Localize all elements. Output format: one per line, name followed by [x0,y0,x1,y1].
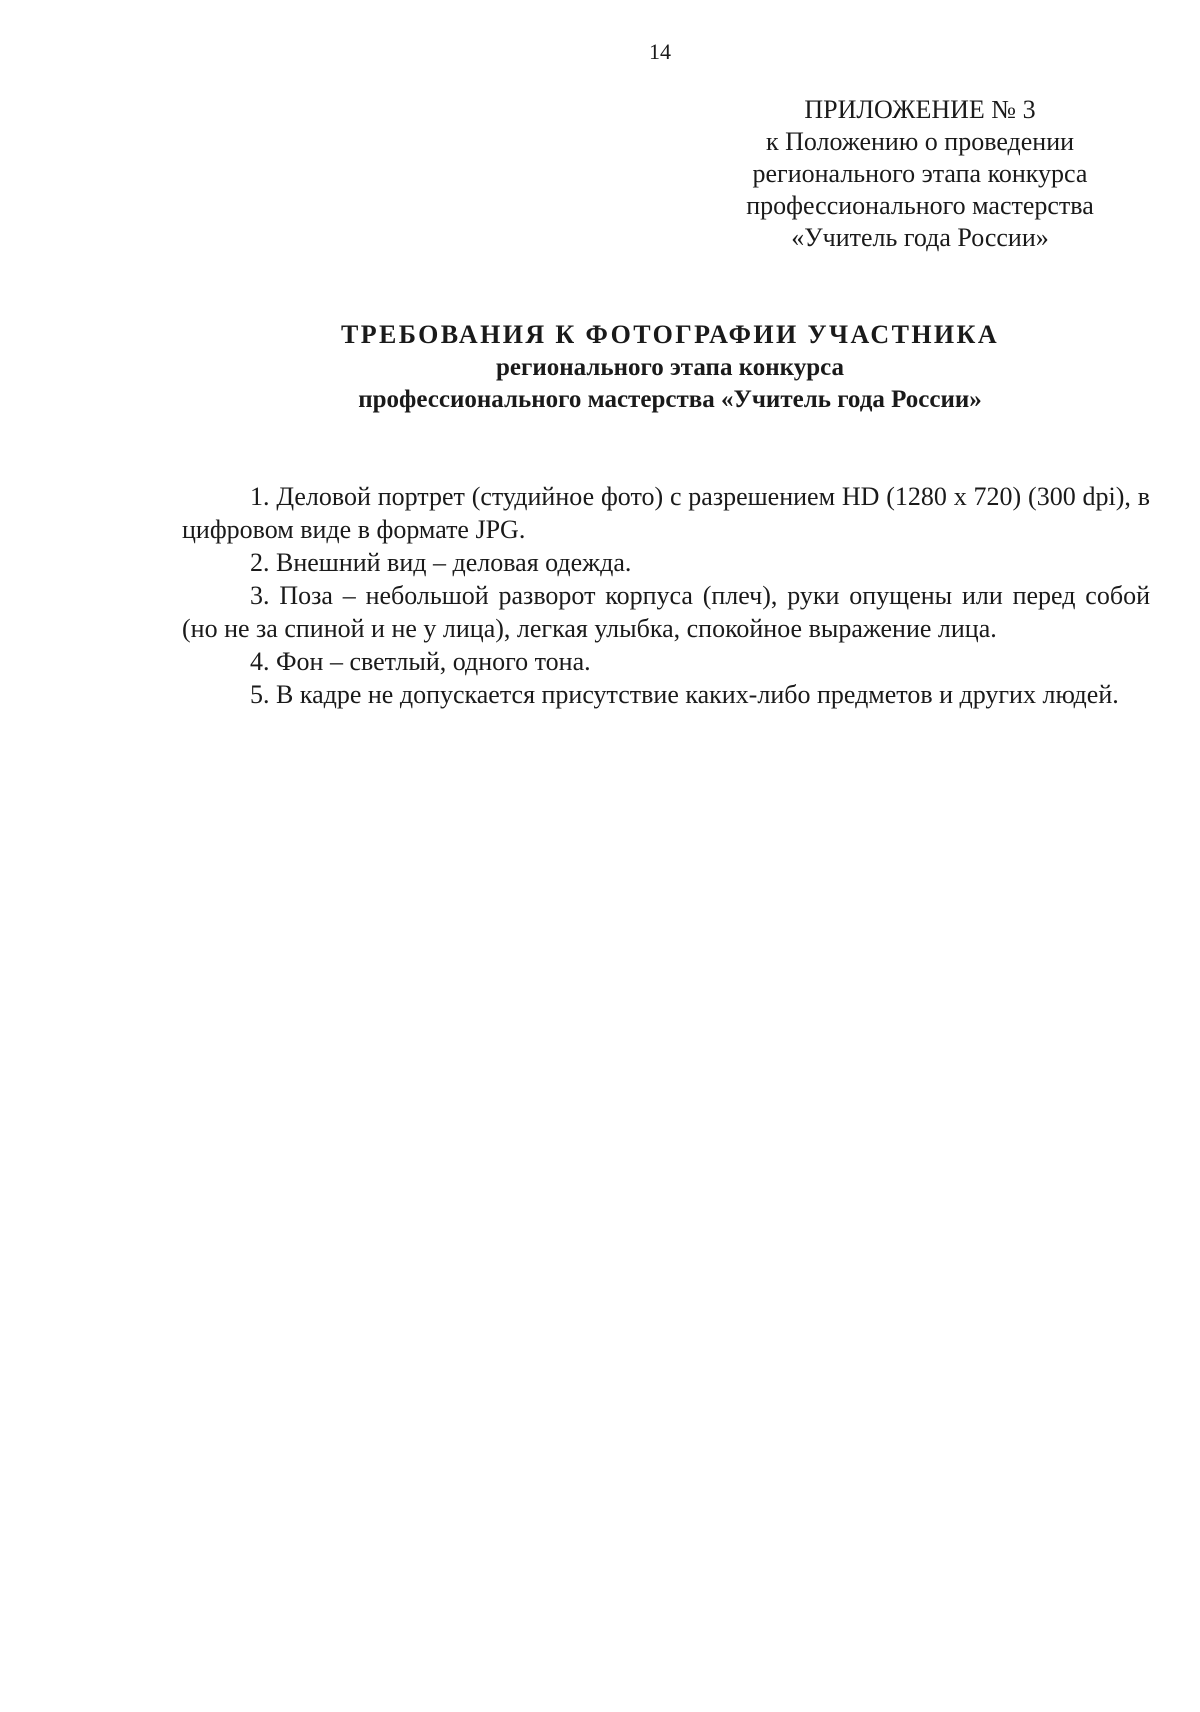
requirement-item: 1. Деловой портрет (студийное фото) с разрешением HD (1280 x 720) (300 dpi), в цифровом виде в формате JPG. [182,482,1150,544]
appendix-line: «Учитель года России» [791,223,1049,252]
appendix-line: профессионального мастерства [746,191,1094,220]
requirement-item: 3. Поза – небольшой разворот корпуса (плеч), руки опущены или перед собой (но не за спиной и не у лица), легкая улыбка, спокойное выражение лица. [182,581,1150,643]
requirement-item: 5. В кадре не допускается присутствие каких-либо предметов и других людей. [250,680,1119,709]
requirements-list [182,480,1150,711]
heading-subtitle: профессионального мастерства «Учитель года России» [358,386,982,413]
heading-main: ТРЕБОВАНИЯ К ФОТОГРАФИИ УЧАСТНИКА [340,320,999,349]
appendix-line: к Положению о проведении [765,127,1075,156]
appendix-header [690,94,1150,254]
document-heading [180,318,1160,416]
requirement-item: 4. Фон – светлый, одного тона. [250,647,591,676]
appendix-title: ПРИЛОЖЕНИЕ № 3 [804,95,1036,124]
appendix-line: регионального этапа конкурса [752,159,1088,188]
heading-subtitle: регионального этапа конкурса [495,354,845,381]
page-number: 14 [649,39,671,64]
requirement-item: 2. Внешний вид – деловая одежда. [250,548,632,577]
